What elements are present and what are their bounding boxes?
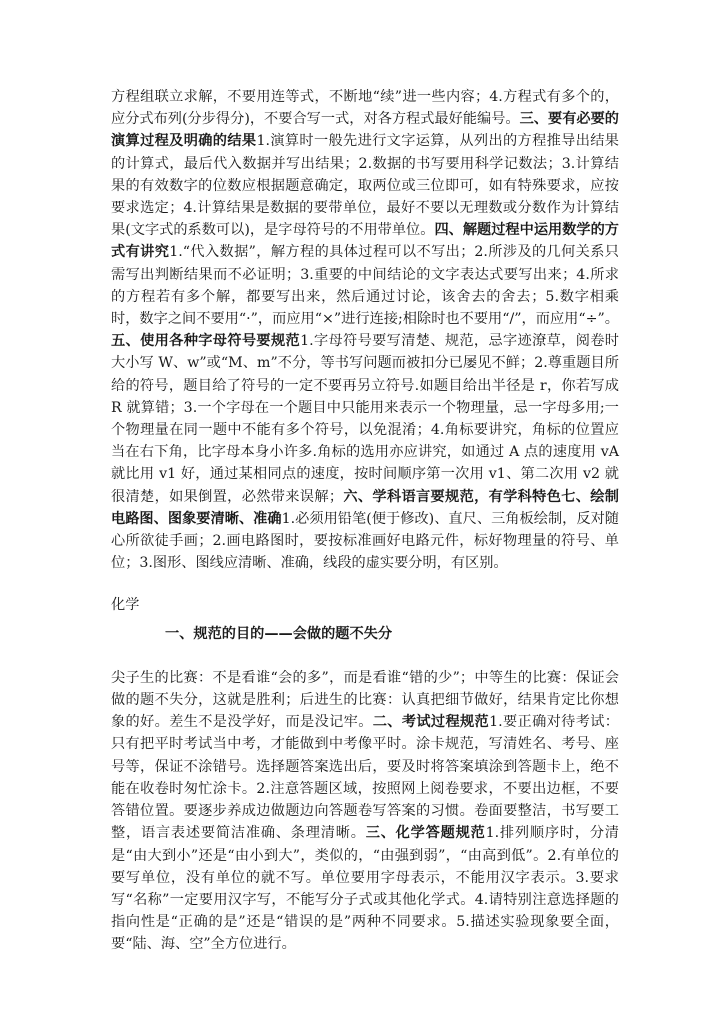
chemistry-heading-2: 二、考试过程规范 bbox=[372, 714, 490, 731]
physics-text-1: 方程组联立求解，不要用连等式，不断地“续”进一些内容；4.方程式有多个的，应分式布列(分步得分)，不要合写一式，对各方程式最好能编号。 bbox=[111, 89, 619, 128]
physics-heading-6: 六、学科语言要规范，有学科特色七、绘制电路图、图象要清晰、准确 bbox=[111, 488, 619, 527]
spacer bbox=[111, 645, 619, 667]
chemistry-section-title: 化学 bbox=[111, 597, 140, 614]
physics-text-2: 1.演算时一般先进行文字运算，从列出的方程推导出结果的计算式，最后代入数据并写出结果；2.数据的书写要用科学记数法；3.计算结果的有效数字的位数应根据题意确定，取两位或三位即可，如有特殊要求，应按要求选定；4.计算结果是数据的要带单位，最好不要以无理数或分数作为计算结果(文字式的系数可以)，是字母符号的不用带单位。 bbox=[111, 133, 619, 239]
physics-text-3: 1.“代入数据”，解方程的具体过程可以不写出；2.所涉及的几何关系只需写出判断结果而不必证明；3.重要的中间结论的文字表达式要写出来；4.所求的方程若有多个解，都要写出来，然后通过讨论，该舍去的舍去；5.数字相乘时，数字之间不要用“·”，而应用“×”进行连接;相除时也不要用“/”，而应用“÷”。 bbox=[111, 244, 619, 328]
physics-text-4: 1.字母符号要写清楚、规范，忌字迹潦草，阅卷时大小写 W、w”或“M、m”不分，等书写问题而被扣分已屡见不鲜；2.尊重题目所给的符号，题目给了符号的一定不要再另立符号.如题目给出半径是 r，你若写成 R 就算错；3.一个字母在一个题目中只能用来表示一个物理量，忌一字母多用;一个物理量在同一题中不能有多个符号，以免混淆；4.角标要讲究，角标的位置应当在右下角，比字母本身小许多.角标的选用亦应讲究，如通过 A 点的速度用 vA 就比用 v1 好，通过某相同点的速度，按时间顺序第一次用 v1、第二次用 v2 就很清楚，如果倒置，必然带来误解； bbox=[111, 333, 619, 505]
physics-paragraph bbox=[111, 86, 619, 574]
chemistry-paragraph bbox=[111, 667, 619, 956]
chemistry-text-2: 1.要正确对待考试：只有把平时考试当中考，才能做到中考像平时。涂卡规范，写清姓名、考号、座号等，保证不涂错号。选择题答案选出后，要及时将答案填涂到答题卡上，绝不能在收卷时匆忙涂卡。2.注意答题区域，按照网上阅卷要求，不要出边框，不要答错位置。要逐步养成边做题边向答题卷写答案的习惯。卷面要整洁，书写要工整，语言表述要简洁准确、条理清晰。 bbox=[111, 714, 619, 842]
physics-heading-4: 四、解题过程中运用数学的方式有讲究 bbox=[111, 222, 619, 261]
chemistry-text-1: 尖子生的比赛：不是看谁“会的多”，而是看谁“错的少”；中等生的比赛：保证会做的题不失分，这就是胜利；后进生的比赛：认真把细节做好，结果肯定比你想象的好。差生不是没学好，而是没记牢。 bbox=[111, 669, 619, 731]
spacer bbox=[111, 574, 619, 594]
physics-heading-3: 三、要有必要的演算过程及明确的结果 bbox=[111, 111, 619, 150]
chemistry-heading-3: 三、化学答题规范 bbox=[365, 825, 486, 842]
physics-heading-5: 五、使用各种字母符号要规范 bbox=[111, 333, 301, 350]
document-page bbox=[111, 86, 619, 956]
physics-text-5: 1.必须用铅笔(便于修改)、直尺、三角板绘制，反对随心所欲徒手画；2.画电路图时，要按标准画好电路元件，标好物理量的符号、单位；3.图形、图线应清晰、准确，线段的虚实要分明，有区别。 bbox=[111, 510, 619, 572]
chemistry-text-3: 1.排列顺序时，分清是“由大到小”还是“由小到大”，类似的，“由强到弱”，“由高到低”。2.有单位的要写单位，没有单位的就不写。单位要用字母表示，不能用汉字表示。3.要求写“名称”一定要用汉字写，不能写分子式或其他化学式。4.请特别注意选择题的指向性是“正确的是”还是“错误的是”两种不同要求。5.描述实验现象要全面，要“陆、海、空”全方位进行。 bbox=[111, 825, 619, 953]
chemistry-subtitle: 一、规范的目的——会做的题不失分 bbox=[165, 625, 393, 642]
